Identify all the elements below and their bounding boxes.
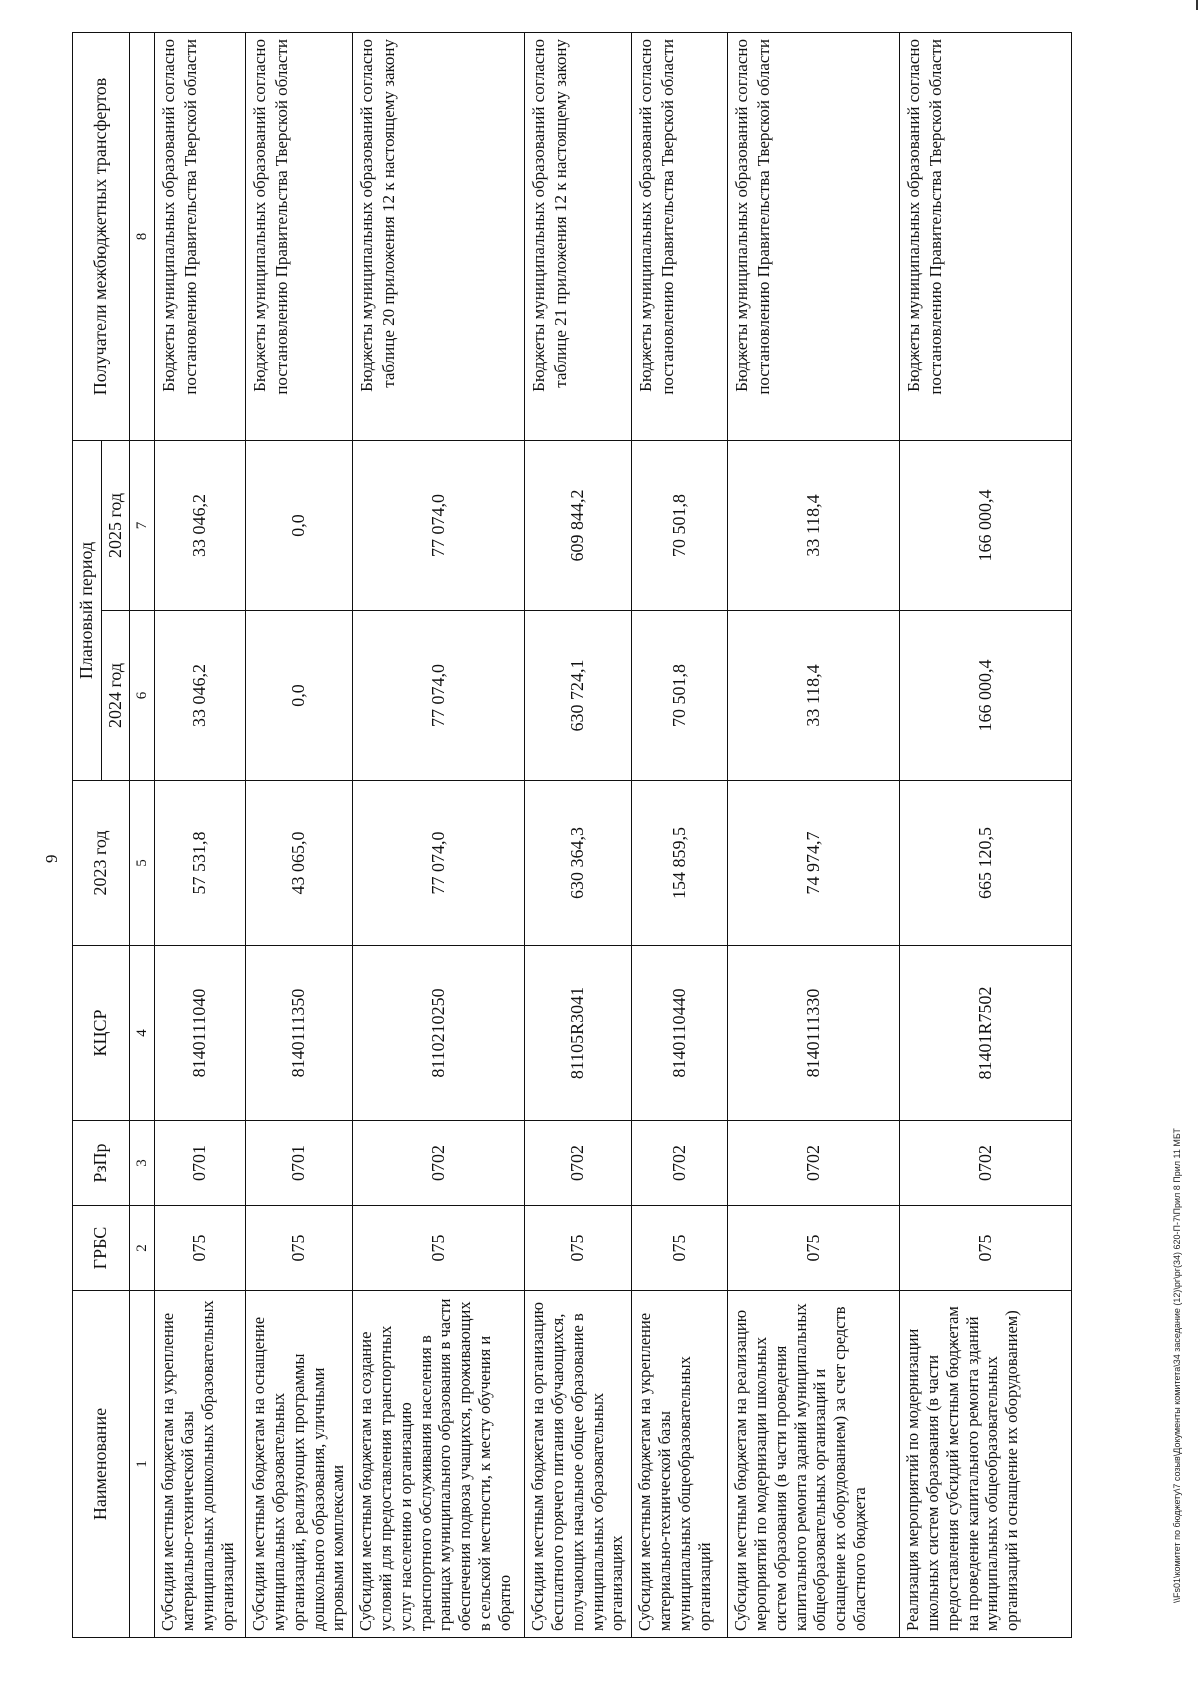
row-name: Субсидии местным бюджетам на укрепление материально-технической базы муниципальных дошкольных образовательных организаций — [155, 1291, 246, 1638]
row-2024: 77 074,0 — [353, 611, 525, 781]
scan-edge-mark — [1196, 0, 1198, 10]
header-grbs: ГРБС — [73, 1206, 130, 1291]
row-2025: 609 844,2 — [525, 440, 632, 610]
row-rzpr: 0701 — [246, 1121, 353, 1206]
row-2025: 166 000,4 — [900, 440, 1072, 610]
table-row — [353, 32, 525, 1637]
header-planned-period: Плановый период — [73, 440, 102, 780]
row-name: Субсидии местным бюджетам на создание условий для предоставления транспортных услуг населению и организацию транспортного обслуживания населения в границах муниципального образования в части обеспечения подвоза учащихся, проживающих в сельской местности, к месту обучения и обратно — [353, 1291, 525, 1638]
column-numbers-row — [130, 32, 155, 1637]
column-number: 4 — [130, 946, 155, 1121]
row-rzpr: 0701 — [155, 1121, 246, 1206]
row-recipient: Бюджеты муниципальных образований согласно постановлению Правительства Тверской области — [900, 32, 1072, 440]
table-row — [900, 32, 1072, 1637]
row-name: Субсидии местным бюджетам на реализацию мероприятий по модернизации школьных систем образования (в части проведения капитального ремонта зданий муниципальных общеобразовательных организаций и оснащение их оборудованием) за счет средств областного бюджета — [728, 1291, 900, 1638]
row-kcsr: 8140111350 — [246, 946, 353, 1121]
row-grbs: 075 — [525, 1206, 632, 1291]
column-number: 3 — [130, 1121, 155, 1206]
row-2024: 166 000,4 — [900, 611, 1072, 781]
header-rzpr: РзПр — [73, 1121, 130, 1206]
row-2025: 0,0 — [246, 440, 353, 610]
row-2025: 77 074,0 — [353, 440, 525, 610]
row-grbs: 075 — [155, 1206, 246, 1291]
row-grbs: 075 — [353, 1206, 525, 1291]
row-grbs: 075 — [246, 1206, 353, 1291]
row-2023: 57 531,8 — [155, 781, 246, 946]
row-rzpr: 0702 — [353, 1121, 525, 1206]
table-row — [155, 32, 246, 1637]
column-number: 5 — [130, 781, 155, 946]
header-kcsr: КЦСР — [73, 946, 130, 1121]
row-recipient: Бюджеты муниципальных образований согласно таблице 20 приложения 12 к настоящему закону — [353, 32, 525, 440]
row-recipient: Бюджеты муниципальных образований согласно постановлению Правительства Тверской области — [155, 32, 246, 440]
header-year-2023: 2023 год — [73, 781, 130, 946]
row-kcsr: 8140110440 — [632, 946, 728, 1121]
row-grbs: 075 — [728, 1206, 900, 1291]
page-number: 9 — [42, 854, 61, 863]
table-row — [728, 32, 900, 1637]
row-kcsr: 8110210250 — [353, 946, 525, 1121]
row-2023: 43 065,0 — [246, 781, 353, 946]
table-row — [525, 32, 632, 1637]
row-rzpr: 0702 — [900, 1121, 1072, 1206]
row-2024: 0,0 — [246, 611, 353, 781]
row-recipient: Бюджеты муниципальных образований согласно таблице 21 приложения 12 к настоящему закону — [525, 32, 632, 440]
row-name: Субсидии местным бюджетам на укрепление материально-технической базы муниципальных общеобразовательных организаций — [632, 1291, 728, 1638]
header-year-2024: 2024 год — [101, 611, 130, 781]
row-kcsr: 8140111040 — [155, 946, 246, 1121]
column-number: 8 — [130, 32, 155, 440]
row-2025: 33 118,4 — [728, 440, 900, 610]
row-recipient: Бюджеты муниципальных образований согласно постановлению Правительства Тверской области — [246, 32, 353, 440]
table-row — [632, 32, 728, 1637]
row-rzpr: 0702 — [728, 1121, 900, 1206]
header-recipients: Получатели межбюджетных трансфертов — [73, 32, 130, 440]
row-2025: 33 046,2 — [155, 440, 246, 610]
transfers-table — [72, 32, 1072, 1638]
row-kcsr: 81105R3041 — [525, 946, 632, 1121]
row-2024: 70 501,8 — [632, 611, 728, 781]
column-number: 6 — [130, 611, 155, 781]
column-number: 7 — [130, 440, 155, 610]
file-path-footer: \\Fs01\комитет по бюджету\7 созыв\Документы комитета\34 заседание (12)\рг\рг(34) 620-П-7\Прил 8 Прил 11 МБТ — [1172, 1128, 1182, 1603]
row-name: Субсидии местным бюджетам на оснащение муниципальных образовательных организаций, реализующих программы дошкольного образования, уличными игровыми комплексами — [246, 1291, 353, 1638]
header-year-2025: 2025 год — [101, 440, 130, 610]
table-row — [246, 32, 353, 1637]
row-2023: 665 120,5 — [900, 781, 1072, 946]
row-recipient: Бюджеты муниципальных образований согласно постановлению Правительства Тверской области — [632, 32, 728, 440]
row-rzpr: 0702 — [525, 1121, 632, 1206]
row-name: Субсидии местным бюджетам на организацию бесплатного горячего питания обучающихся, получающих начальное общее образование в муниципальных образовательных организациях — [525, 1291, 632, 1638]
header-name: Наименование — [73, 1291, 130, 1638]
row-2024: 630 724,1 — [525, 611, 632, 781]
row-kcsr: 8140111330 — [728, 946, 900, 1121]
row-rzpr: 0702 — [632, 1121, 728, 1206]
row-kcsr: 81401R7502 — [900, 946, 1072, 1121]
header-row — [73, 32, 102, 1637]
row-2024: 33 118,4 — [728, 611, 900, 781]
row-name: Реализация мероприятий по модернизации школьных систем образования (в части предоставления субсидий местным бюджетам на проведение капитального ремонта зданий муниципальных общеобразовательных организаций и оснащение их оборудованием) — [900, 1291, 1072, 1638]
row-grbs: 075 — [900, 1206, 1072, 1291]
row-grbs: 075 — [632, 1206, 728, 1291]
row-2023: 630 364,3 — [525, 781, 632, 946]
row-2023: 154 859,5 — [632, 781, 728, 946]
row-recipient: Бюджеты муниципальных образований согласно постановлению Правительства Тверской области — [728, 32, 900, 440]
row-2023: 74 974,7 — [728, 781, 900, 946]
row-2023: 77 074,0 — [353, 781, 525, 946]
column-number: 1 — [130, 1291, 155, 1638]
row-2024: 33 046,2 — [155, 611, 246, 781]
row-2025: 70 501,8 — [632, 440, 728, 610]
column-number: 2 — [130, 1206, 155, 1291]
